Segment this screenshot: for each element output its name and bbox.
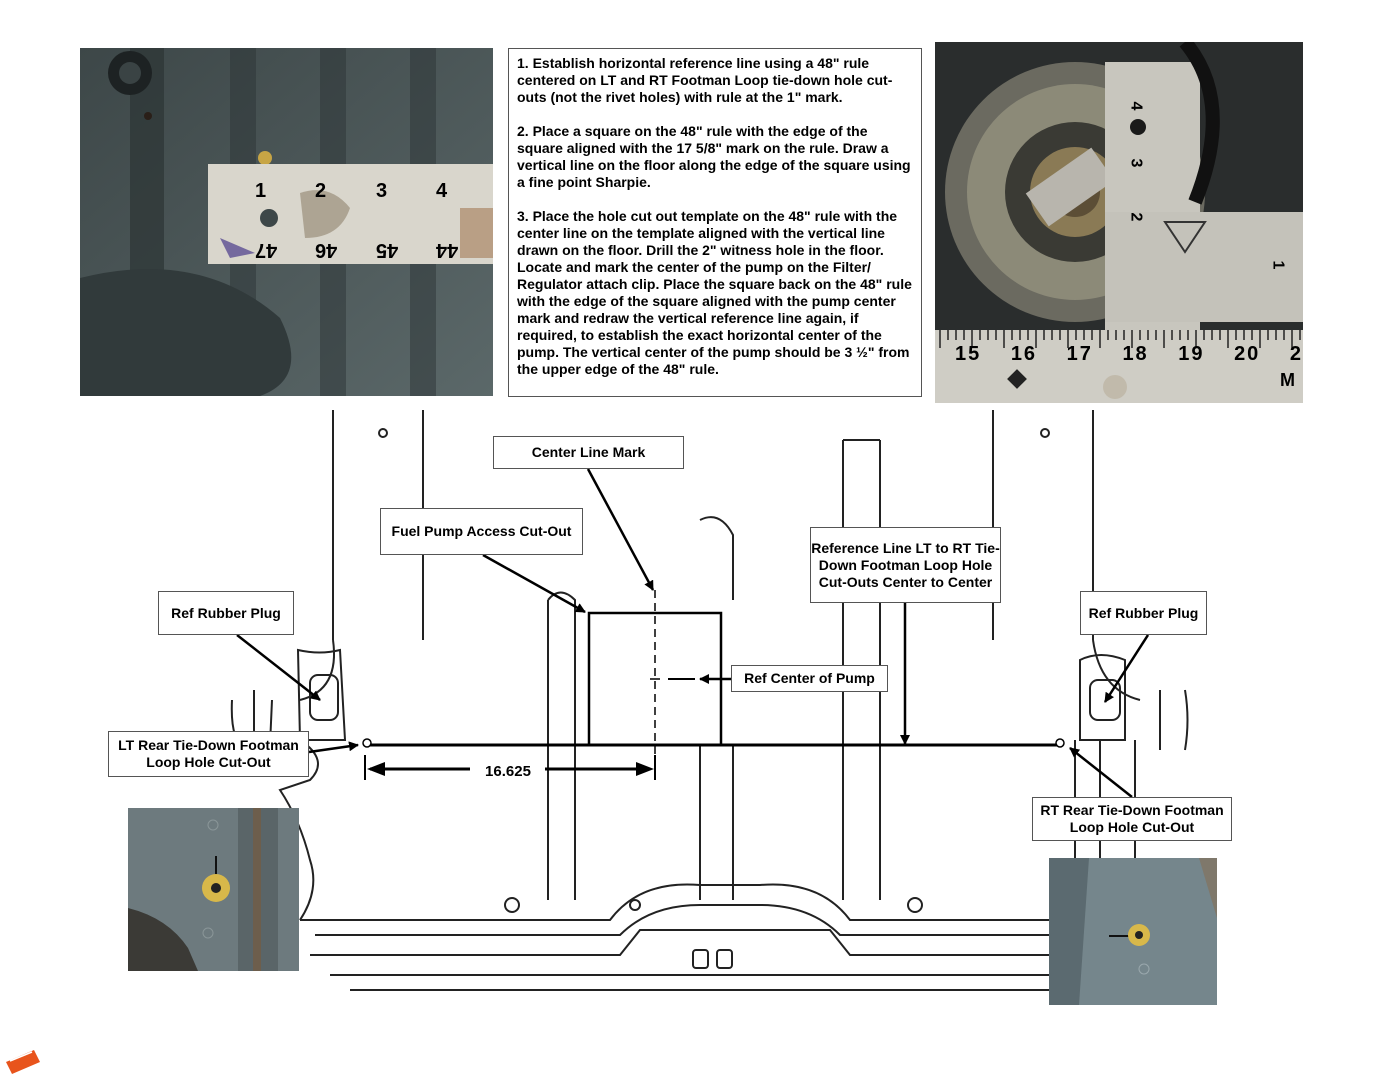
ruler-number: 2 — [1289, 343, 1303, 365]
ruler-number: 18 — [1122, 343, 1149, 365]
callout-center-line-mark — [493, 436, 684, 469]
callout-ref-rubber-plug-left — [158, 591, 294, 635]
ruler-number: 20 — [1234, 343, 1261, 365]
callout-label: Ref Center of Pump — [744, 670, 875, 686]
ruler-bottom-number: 45 — [376, 239, 399, 261]
instruction-step-2: 2. Place a square on the 48" rule with the edge of the square aligned with the 17 5/8" mark on the rule. Draw a vertical line on the floor along the edge of the square using a fine point Sharpie. — [517, 123, 911, 190]
leader-fuel-pump-cutout — [483, 555, 585, 612]
square-number: 1 — [1269, 260, 1287, 270]
callout-label: Reference Line LT to RT Tie-Down Footman Loop Hole Cut-Outs Center to Center — [811, 539, 1000, 590]
ruler-number: 19 — [1178, 343, 1205, 365]
callout-label: LT Rear Tie-Down Footman Loop Hole Cut-Out — [118, 737, 299, 770]
callout-lt-tiedown — [108, 731, 309, 777]
callout-rt-tiedown — [1032, 797, 1232, 841]
callout-ref-center-of-pump — [731, 665, 888, 692]
ruler-bottom-number: 44 — [436, 239, 459, 261]
photo-rt-tiedown-image — [1049, 858, 1217, 1005]
square-number: 4 — [1127, 101, 1145, 111]
photo-lt-tiedown-image — [128, 808, 299, 971]
rt-tiedown-hole — [1056, 739, 1064, 747]
ruler-top-number: 1 — [255, 180, 267, 202]
instruction-step-1: 1. Establish horizontal reference line using a 48" rule centered on LT and RT Footman Loop tie-down hole cut-outs (not the rivet holes) with rule at the 1" mark. — [517, 55, 893, 105]
leader-ref-rubber-plug-left — [237, 635, 320, 700]
leader-ref-rubber-plug-right — [1105, 635, 1148, 702]
lt-tiedown-hole — [363, 739, 371, 747]
ruler-number: 16 — [1010, 343, 1038, 365]
callout-label: Center Line Mark — [531, 444, 646, 460]
square-number: 2 — [1127, 212, 1145, 222]
ruler-unit: M — [1280, 370, 1295, 390]
dimension-value: 16.625 — [485, 763, 531, 780]
ruler-top-number: 3 — [376, 180, 388, 202]
watermark-logo — [4, 1044, 44, 1074]
callout-reference-line — [810, 527, 1001, 603]
dimension-arrowhead-right — [636, 762, 654, 776]
ruler-bottom-number: 47 — [255, 239, 278, 261]
photo-rt-tiedown-hole — [1049, 858, 1217, 1005]
ruler-number: 15 — [955, 343, 982, 365]
ruler-top-number: 4 — [436, 180, 448, 202]
leader-center-line-mark — [588, 469, 653, 590]
callout-label: Fuel Pump Access Cut-Out — [391, 523, 572, 539]
callout-fuel-pump-cutout — [380, 508, 583, 555]
ruler-top-number: 2 — [315, 180, 327, 202]
callout-label: Ref Rubber Plug — [1088, 604, 1199, 621]
callout-label: RT Rear Tie-Down Footman Loop Hole Cut-Out — [1040, 802, 1224, 835]
ruler-bottom-number: 46 — [315, 239, 338, 261]
callout-ref-rubber-plug-right — [1080, 591, 1207, 635]
callout-label: Ref Rubber Plug — [171, 604, 281, 621]
ruler-number: 17 — [1066, 343, 1093, 365]
instruction-step-3: 3. Place the hole cut out template on the 48" rule with the center line on the template aligned with the vertical line drawn on the floor. Drill the 2" witness hole in the floor. Locate and mark the center of the pump on the Filter/ Regulator attach clip. Place the square back on the 48" rule with the edge of the square aligned with the pump center mark and redraw the vertical reference line again, if required, to establish the exact horizontal center of the pump. The vertical center of the pump should be 3 ½" from the upper edge of the 48" rule. — [517, 208, 912, 377]
square-number: 3 — [1127, 158, 1145, 168]
dimension-arrowhead-left — [367, 762, 385, 776]
photo-lt-tiedown-hole — [128, 808, 299, 971]
leader-lt-tiedown — [309, 745, 358, 752]
